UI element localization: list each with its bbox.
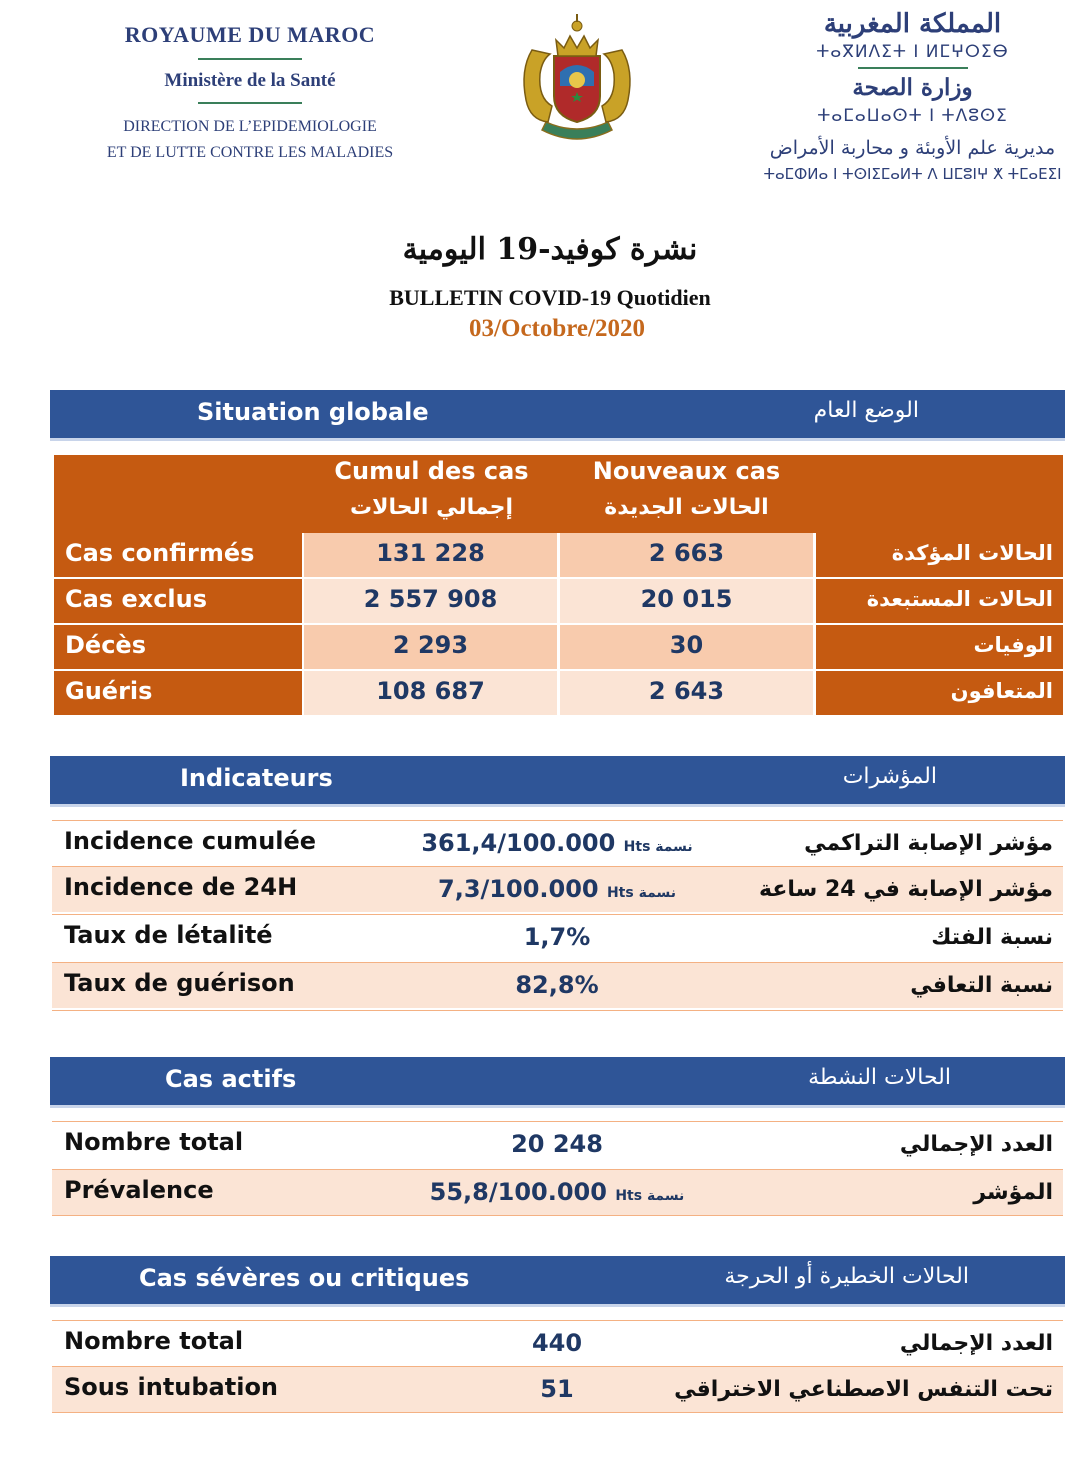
indicator-label-fr: Taux de guérison <box>64 969 295 997</box>
active-label-fr: Prévalence <box>64 1176 214 1204</box>
col-new-ar: الحالات الجديدة <box>604 495 769 520</box>
indicator-row <box>52 962 1063 1008</box>
ministry-arabic: وزارة الصحة <box>852 74 973 101</box>
indicators-banner <box>50 756 1065 807</box>
indicator-label-fr: Taux de létalité <box>64 921 273 949</box>
row-new-value: 20 015 <box>560 579 813 623</box>
row-label-fr: Cas exclus <box>54 579 302 623</box>
indicator-label-ar: مؤشر الإصابة في 24 ساعة <box>759 877 1053 902</box>
indicator-label-fr: Incidence de 24H <box>64 873 298 901</box>
direction-tifinagh: ⵜⴰⵎⵀⵍⴰ ⵏ ⵜⵙⵏⵉⵎⴰⵍⵜ ⴷ ⵡⵎⵓⵏⵖ ⵅ ⵜⵎⴰⴹⵉⵏ <box>763 165 1062 183</box>
col-cumul-ar: إجمالي الحالات <box>350 495 513 520</box>
severe-value: 440 <box>531 1329 583 1357</box>
row-label-ar: الحالات المؤكدة <box>816 533 1063 577</box>
severe-label-ar: تحت التنفس الاصطناعي الاختراقي <box>674 1377 1053 1402</box>
situation-banner-ar: الوضع العام <box>813 398 919 423</box>
unit-label: Hts نسمة <box>606 885 676 901</box>
row-new-value: 2 643 <box>560 671 813 715</box>
direction-arabic: مديرية علم الأوبئة و محاربة الأمراض <box>769 137 1056 159</box>
active-row <box>52 1169 1063 1215</box>
indicator-value <box>392 875 722 903</box>
header-right <box>745 8 1080 186</box>
divider <box>198 102 302 104</box>
situation-table <box>54 455 1063 715</box>
row-label-fr: Décès <box>54 625 302 669</box>
divider <box>198 58 302 60</box>
active-banner <box>50 1057 1065 1108</box>
coat-of-arms-icon <box>512 10 642 150</box>
kingdom-title: ROYAUME DU MAROC <box>124 22 376 47</box>
bulletin-title-arabic: نشرة كوفيد-19 اليومية <box>402 232 698 267</box>
indicator-label-ar: مؤشر الإصابة التراكمي <box>804 831 1053 856</box>
kingdom-tifinagh: ⵜⴰⴳⵍⴷⵉⵜ ⵏ ⵍⵎⵖⵔⵉⴱ <box>816 42 1009 62</box>
indicator-value: 1,7% <box>523 923 591 951</box>
indicator-label-ar: نسبة التعافي <box>910 973 1053 998</box>
severe-banner-ar: الحالات الخطيرة أو الحرجة <box>724 1264 969 1289</box>
row-cumul-value: 131 228 <box>304 533 557 577</box>
active-banner-ar: الحالات النشطة <box>808 1065 951 1090</box>
severe-banner <box>50 1256 1065 1307</box>
row-label-ar: الحالات المستبعدة <box>816 579 1063 623</box>
ministry-tifinagh: ⵜⴰⵎⴰⵡⴰⵙⵜ ⵏ ⵜⴷⵓⵙⵉ <box>817 106 1008 126</box>
active-value <box>392 1178 722 1206</box>
indicator-value <box>392 829 722 857</box>
severe-value: 51 <box>540 1375 574 1403</box>
indicators-banner-ar: المؤشرات <box>842 764 937 789</box>
active-value-number: 55,8/100.000 <box>429 1178 607 1206</box>
row-cumul-value: 2 293 <box>304 625 557 669</box>
col-cumul-fr: Cumul des cas <box>334 457 529 485</box>
indicator-value: 82,8% <box>515 971 599 999</box>
severe-row <box>52 1320 1063 1366</box>
severe-label-fr: Sous intubation <box>64 1373 279 1401</box>
active-row <box>52 1121 1063 1167</box>
situation-banner-fr: Situation globale <box>197 398 429 426</box>
bulletin-title-french: BULLETIN COVID-19 Quotidien <box>389 285 711 310</box>
header-left <box>60 20 440 166</box>
indicator-value-number: 7,3/100.000 <box>438 875 599 903</box>
situation-banner <box>50 390 1065 441</box>
divider <box>52 1010 1063 1011</box>
severe-label-ar: العدد الإجمالي <box>899 1331 1053 1356</box>
divider <box>52 1215 1063 1216</box>
direction-line-1: DIRECTION DE L’EPIDEMIOLOGIE <box>123 118 377 135</box>
kingdom-arabic: المملكة المغربية <box>823 9 1002 39</box>
unit-label: Hts نسمة <box>615 1188 685 1204</box>
indicators-banner-fr: Indicateurs <box>180 764 333 792</box>
severe-label-fr: Nombre total <box>64 1327 244 1355</box>
row-label-ar: الوفيات <box>816 625 1063 669</box>
bulletin-date: 03/Octobre/2020 <box>469 315 645 342</box>
row-label-fr: Cas confirmés <box>54 533 302 577</box>
severe-banner-fr: Cas sévères ou critiques <box>139 1264 470 1292</box>
row-new-value: 30 <box>560 625 813 669</box>
active-banner-fr: Cas actifs <box>165 1065 297 1093</box>
indicator-label-fr: Incidence cumulée <box>64 827 317 855</box>
severe-row <box>52 1366 1063 1412</box>
active-label-ar: العدد الإجمالي <box>899 1132 1053 1157</box>
row-cumul-value: 2 557 908 <box>304 579 557 623</box>
row-cumul-value: 108 687 <box>304 671 557 715</box>
ministry-title: Ministère de la Santé <box>164 70 336 91</box>
active-label-fr: Nombre total <box>64 1128 244 1156</box>
indicator-label-ar: نسبة الفتك <box>931 925 1053 950</box>
indicator-row <box>52 820 1063 866</box>
divider <box>52 1412 1063 1413</box>
row-label-fr: Guéris <box>54 671 302 715</box>
unit-label: Hts نسمة <box>623 839 693 855</box>
col-new-fr: Nouveaux cas <box>592 457 781 485</box>
indicator-row <box>52 866 1063 912</box>
indicator-value-number: 361,4/100.000 <box>421 829 616 857</box>
active-label-ar: المؤشر <box>973 1180 1053 1205</box>
active-value: 20 248 <box>511 1130 603 1158</box>
indicator-row <box>52 914 1063 960</box>
divider <box>858 67 968 69</box>
row-new-value: 2 663 <box>560 533 813 577</box>
row-label-ar: المتعافون <box>816 671 1063 715</box>
direction-line-2: ET DE LUTTE CONTRE LES MALADIES <box>106 144 394 161</box>
